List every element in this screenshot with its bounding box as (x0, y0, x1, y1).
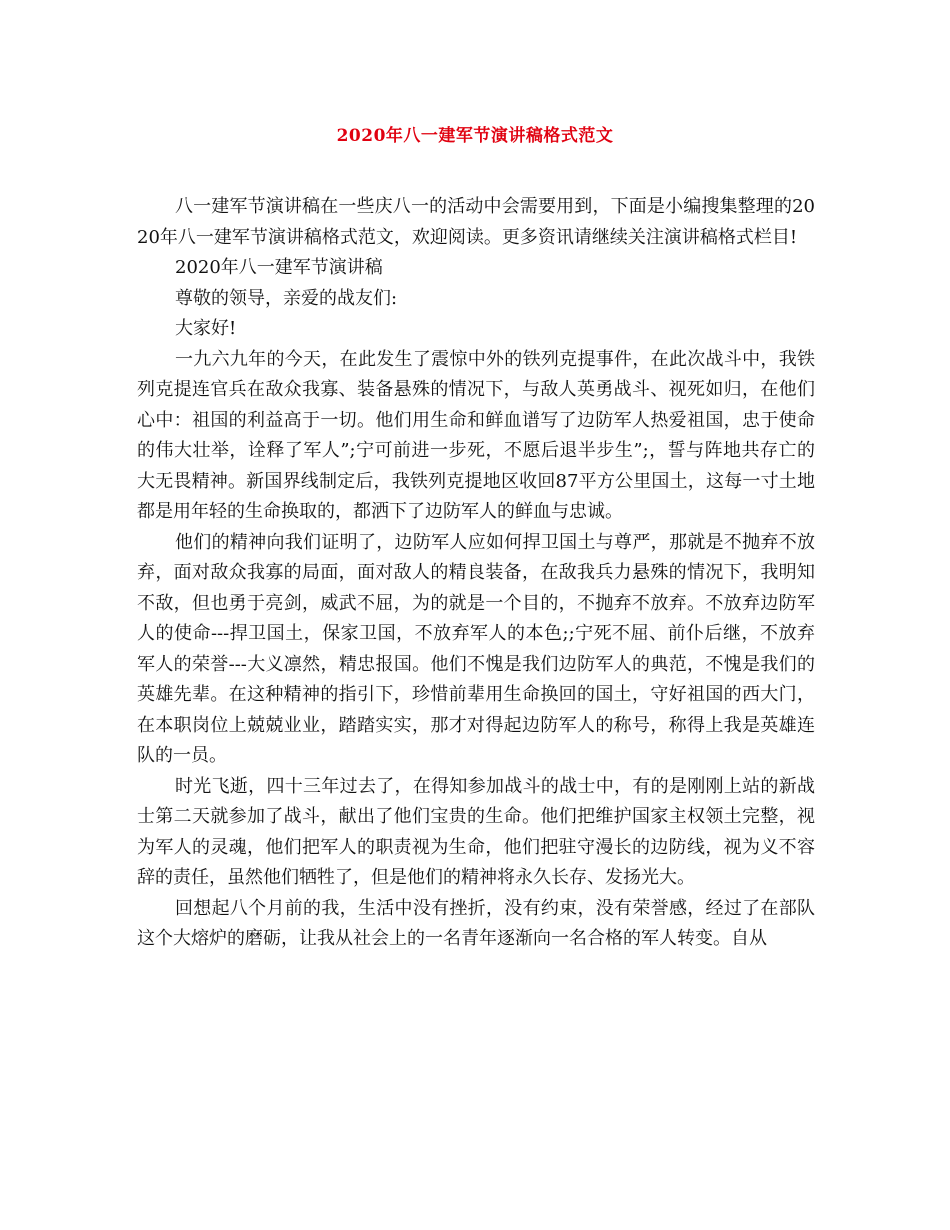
body-paragraph-2: 他们的精神向我们证明了，边防军人应如何捍卫国土与尊严，那就是不抛弃不放弃，面对敌众我寡的局面，面对敌人的精良装备，在敌我兵力悬殊的情况下，我明知不敌，但也勇于亮剑，威武不屈，为的就是一个目的，不抛弃不放弃。不放弃边防军人的使命---捍卫国土，保家卫国，不放弃军人的本色;;宁死不屈、前仆后继，不放弃军人的荣誉---大义凛然，精忠报国。他们不愧是我们边防军人的典范，不愧是我们的英雄先辈。在这种精神的指引下，珍惜前辈用生命换回的国土，守好祖国的西大门，在本职岗位上兢兢业业，踏踏实实，那才对得起边防军人的称号，称得上我是英雄连队的一员。 (137, 531, 815, 766)
body-paragraph-4: 回想起八个月前的我，生活中没有挫折，没有约束，没有荣誉感，经过了在部队这个大熔炉的磨砺，让我从社会上的一名青年逐渐向一名合格的军人转变。自从 (137, 897, 815, 949)
body-paragraph-1: 一九六九年的今天，在此发生了震惊中外的铁列克提事件，在此次战斗中，我铁列克提连官兵在敌众我寡、装备悬殊的情况下，与敌人英勇战斗、视死如归，在他们心中：祖国的利益高于一切。他们用生命和鲜血谱写了边防军人热爱祖国，忠于使命的伟大壮举，诠释了军人”;宁可前进一步死，不愿后退半步生”;，誓与阵地共存亡的大无畏精神。新国界线制定后，我铁列克提地区收回87平方公里国土，这每一寸土地都是用年轻的生命换取的，都洒下了边防军人的鲜血与忠诚。 (137, 348, 815, 522)
salutation: 尊敬的领导，亲爱的战友们: (175, 287, 398, 309)
speech-subtitle: 2020年八一建军节演讲稿 (175, 257, 383, 278)
greeting: 大家好! (175, 318, 237, 339)
document-title: 2020年八一建军节演讲稿格式范文 (336, 126, 614, 146)
intro-paragraph: 八一建军节演讲稿在一些庆八一的活动中会需要用到，下面是小编搜集整理的2020年八一建军节演讲稿格式范文，欢迎阅读。更多资讯请继续关注演讲稿格式栏目! (137, 196, 815, 248)
document-body (137, 192, 815, 955)
body-paragraph-3: 时光飞逝，四十三年过去了，在得知参加战斗的战士中，有的是刚刚上站的新战士第二天就参加了战斗，献出了他们宝贵的生命。他们把维护国家主权领土完整，视为军人的灵魂，他们把军人的职责视为生命，他们把驻守漫长的边防线，视为义不容辞的责任，虽然他们牺牲了，但是他们的精神将永久长存、发扬光大。 (137, 775, 815, 888)
